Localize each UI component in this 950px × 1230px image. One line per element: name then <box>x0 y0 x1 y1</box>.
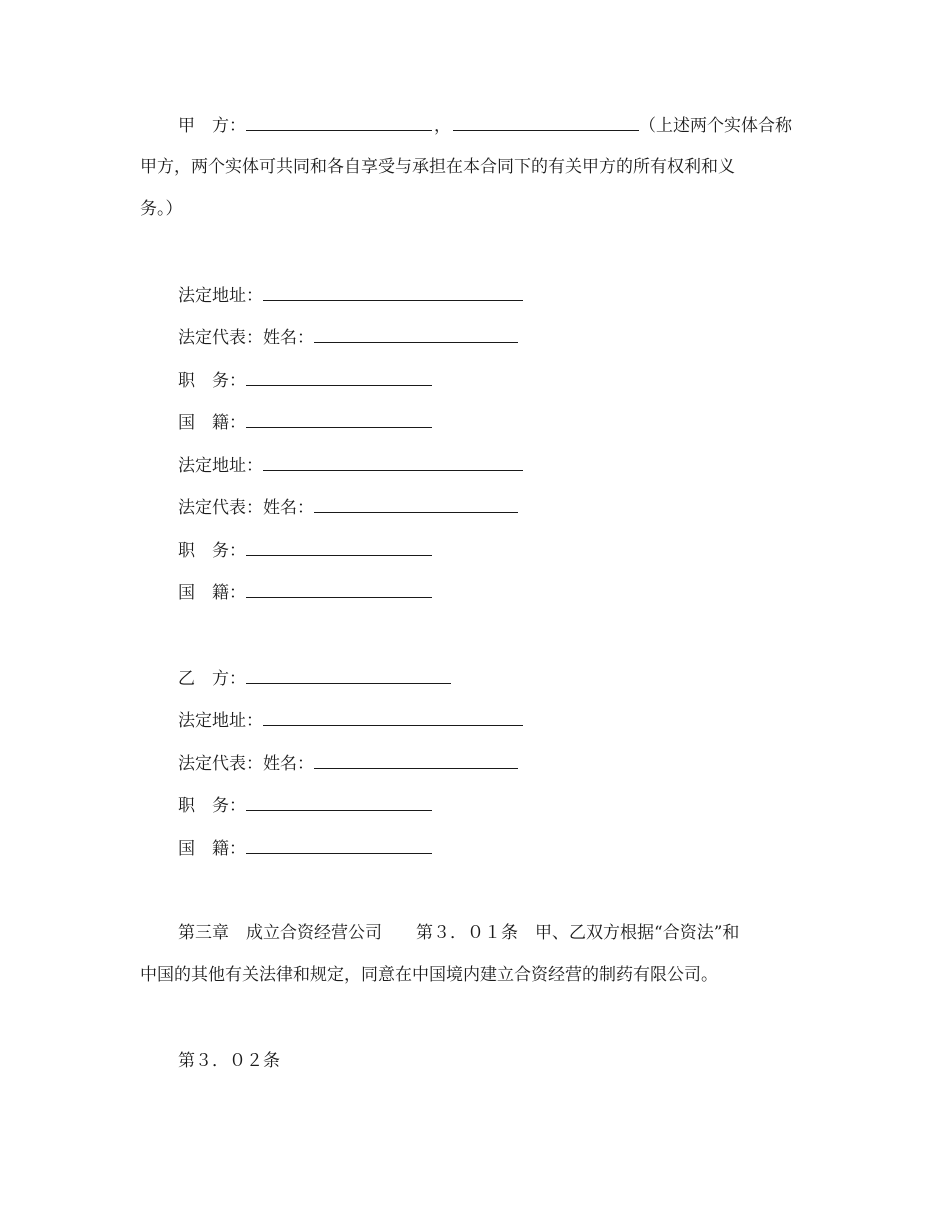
title-label: 职 务： <box>178 541 246 561</box>
nationality-label: 国 籍： <box>178 839 246 859</box>
entity2-rep-row <box>178 495 518 520</box>
rep-name-blank[interactable] <box>314 495 518 513</box>
chapter3-line2: 中国的其他有关法律和规定，同意在中国境内建立合资经营的制药有限公司。 <box>140 965 718 985</box>
nationality-blank[interactable] <box>246 410 432 428</box>
party-a-note-line1: （上述两个实体合称 <box>639 116 792 136</box>
party-b-rep-row <box>178 751 518 776</box>
article-302-heading: 第３．０２条 <box>178 1051 280 1071</box>
nationality-blank[interactable] <box>246 836 432 854</box>
party-b-title-row <box>178 793 432 818</box>
entity1-title-row <box>178 368 432 393</box>
party-a-note-line2: 甲方，两个实体可共同和各自享受与承担在本合同下的有关甲方的所有权利和义 <box>140 157 735 177</box>
party-a-entity2-blank[interactable] <box>453 113 639 131</box>
party-a-entity1-blank[interactable] <box>246 113 432 131</box>
address-blank[interactable] <box>263 708 523 726</box>
address-label: 法定地址： <box>178 286 263 306</box>
nationality-label: 国 籍： <box>178 413 246 433</box>
title-blank[interactable] <box>246 793 432 811</box>
entity1-rep-row <box>178 325 518 350</box>
entity2-title-row <box>178 538 432 563</box>
party-b-row <box>178 666 451 691</box>
entity2-address-row <box>178 453 523 478</box>
party-b-address-row <box>178 708 523 733</box>
entity2-nationality-row <box>178 580 432 605</box>
rep-name-blank[interactable] <box>314 751 518 769</box>
nationality-blank[interactable] <box>246 580 432 598</box>
rep-name-blank[interactable] <box>314 325 518 343</box>
rep-label: 法定代表：姓名： <box>178 498 314 518</box>
party-a-label: 甲 方： <box>178 116 246 136</box>
party-a-line <box>178 113 792 138</box>
nationality-label: 国 籍： <box>178 583 246 603</box>
address-blank[interactable] <box>263 283 523 301</box>
rep-label: 法定代表：姓名： <box>178 328 314 348</box>
chapter3-line1: 第三章 成立合资经营公司 第３．０１条 甲、乙双方根据“合资法”和 <box>178 923 740 943</box>
entity1-address-row <box>178 283 523 308</box>
party-b-nationality-row <box>178 836 432 861</box>
title-label: 职 务： <box>178 796 246 816</box>
party-b-label: 乙 方： <box>178 669 246 689</box>
title-blank[interactable] <box>246 538 432 556</box>
entity1-nationality-row <box>178 410 432 435</box>
party-b-blank[interactable] <box>246 666 451 684</box>
title-blank[interactable] <box>246 368 432 386</box>
party-a-note-line3: 务。） <box>140 199 183 219</box>
address-blank[interactable] <box>263 453 523 471</box>
title-label: 职 务： <box>178 371 246 391</box>
address-label: 法定地址： <box>178 711 263 731</box>
rep-label: 法定代表：姓名： <box>178 754 314 774</box>
address-label: 法定地址： <box>178 456 263 476</box>
party-a-comma: ， <box>434 116 451 136</box>
